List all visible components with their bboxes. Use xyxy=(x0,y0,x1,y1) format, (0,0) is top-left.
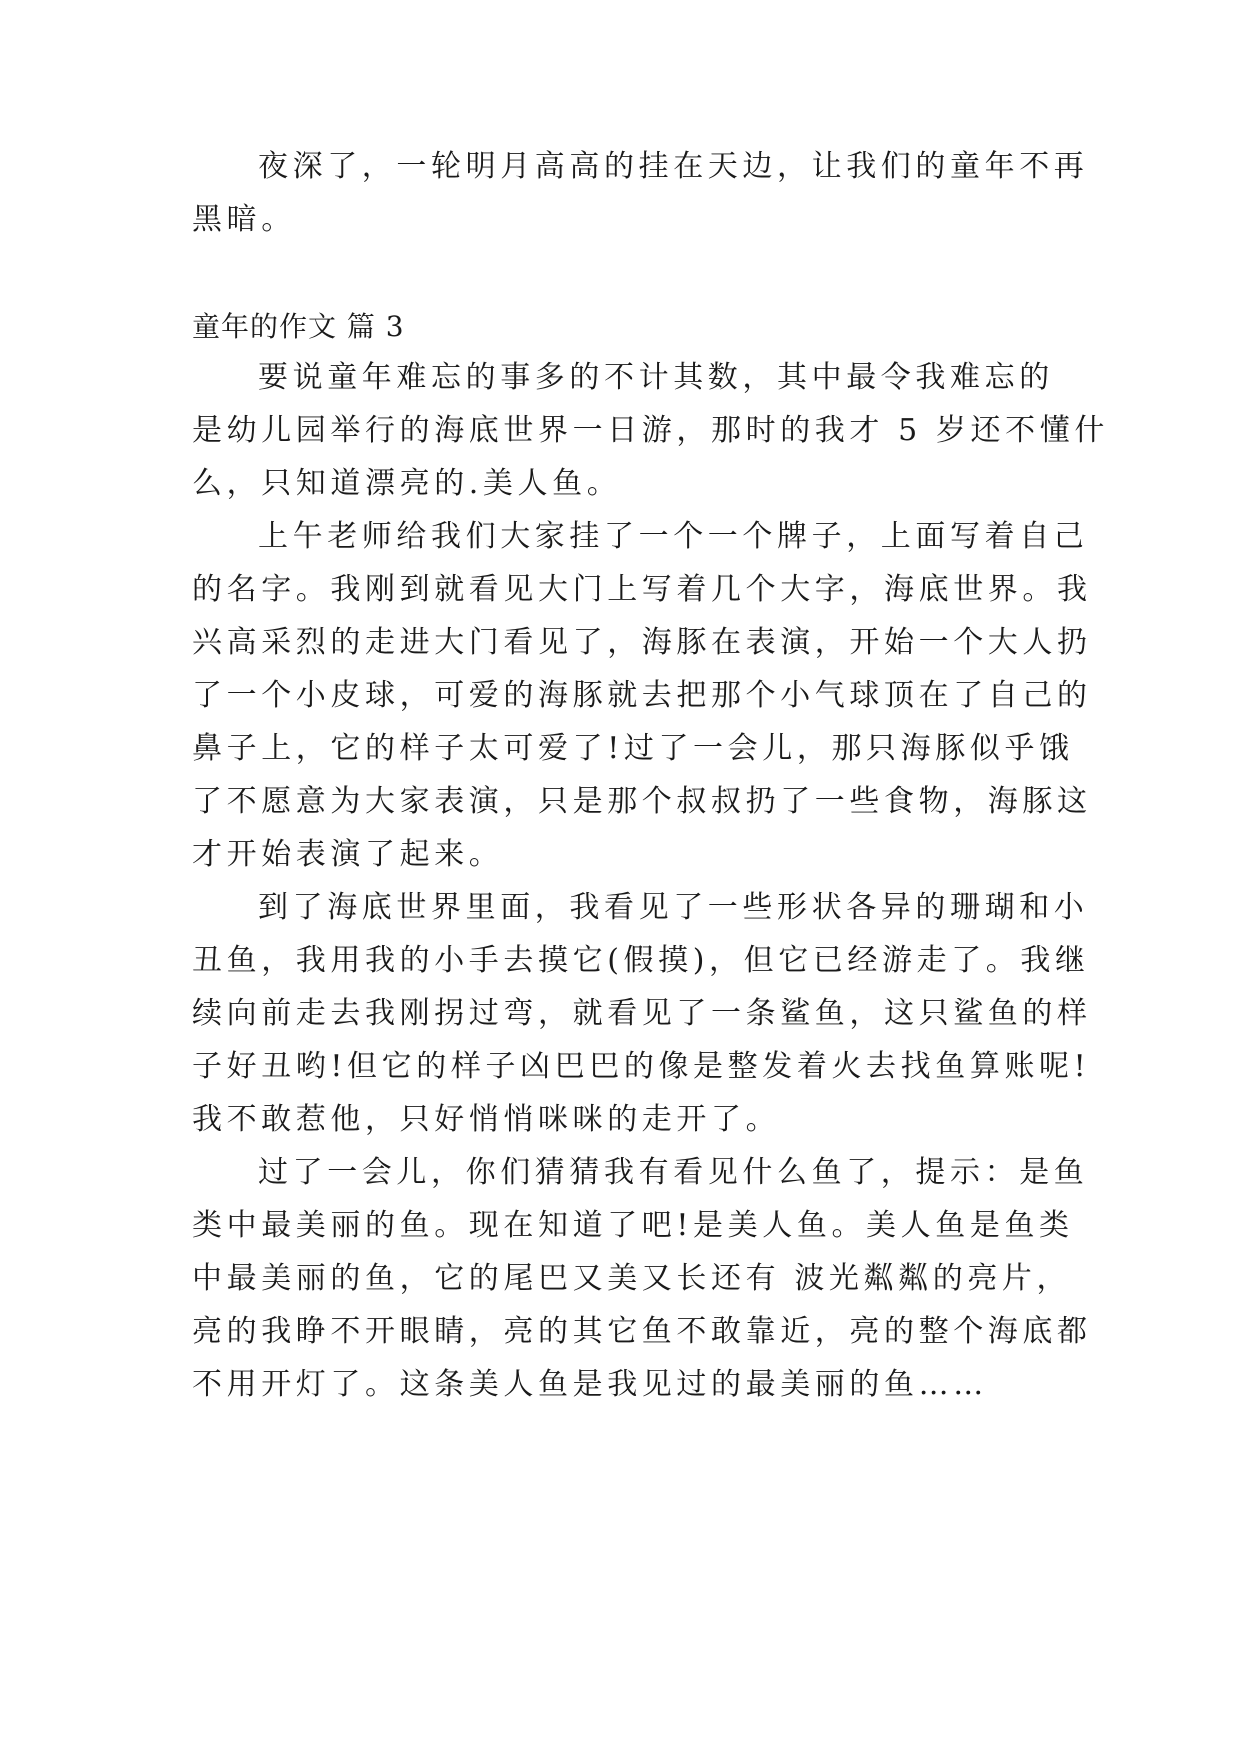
paragraph-2-line-4: 了一个小皮球，可爱的海豚就去把那个小气球顶在了自己的 xyxy=(192,678,1092,713)
paragraph-2-line-7: 才开始表演了起来。 xyxy=(192,837,504,872)
paragraph-4-line-3: 中最美丽的鱼，它的尾巴又美又长还有 波光粼粼的亮片， xyxy=(192,1261,1072,1296)
paragraph-2-line-3: 兴高采烈的走进大门看见了，海豚在表演，开始一个大人扔 xyxy=(192,625,1092,660)
paragraph-2-line-5: 鼻子上，它的样子太可爱了!过了一会儿，那只海豚似乎饿 xyxy=(192,731,1074,766)
paragraph-3-line-1: 到了海底世界里面，我看见了一些形状各异的珊瑚和小 xyxy=(258,890,1089,925)
paragraph-4-line-4: 亮的我睁不开眼睛，亮的其它鱼不敢靠近，亮的整个海底都 xyxy=(192,1314,1092,1349)
paragraph-1-line-2: 是幼儿园举行的海底世界一日游，那时的我才 5 岁还不懂什 xyxy=(192,413,1109,448)
paragraph-1-line-1: 要说童年难忘的事多的不计其数，其中最令我难忘的 xyxy=(258,360,1054,395)
paragraph-3-line-2: 丑鱼，我用我的小手去摸它(假摸)，但它已经游走了。我继 xyxy=(192,943,1090,978)
intro-line-1: 夜深了，一轮明月高高的挂在天边，让我们的童年不再 xyxy=(258,149,1089,184)
paragraph-4-line-1: 过了一会儿，你们猜猜我有看见什么鱼了，提示：是鱼 xyxy=(258,1155,1089,1190)
paragraph-4-line-5: 不用开灯了。这条美人鱼是我见过的最美丽的鱼…… xyxy=(192,1367,988,1402)
paragraph-4-line-2: 类中最美丽的鱼。现在知道了吧!是美人鱼。美人鱼是鱼类 xyxy=(192,1208,1074,1243)
paragraph-3-line-4: 子好丑哟!但它的样子凶巴巴的像是整发着火去找鱼算账呢! xyxy=(192,1049,1091,1084)
paragraph-3-line-5: 我不敢惹他，只好悄悄咪咪的走开了。 xyxy=(192,1102,781,1137)
paragraph-1-line-3: 么，只知道漂亮的.美人鱼。 xyxy=(192,466,622,501)
paragraph-2-line-1: 上午老师给我们大家挂了一个一个牌子，上面写着自己 xyxy=(258,519,1089,554)
section-heading: 童年的作文 篇 3 xyxy=(192,310,405,343)
paragraph-3-line-3: 续向前走去我刚拐过弯，就看见了一条鲨鱼，这只鲨鱼的样 xyxy=(192,996,1092,1031)
paragraph-2-line-6: 了不愿意为大家表演，只是那个叔叔扔了一些食物，海豚这 xyxy=(192,784,1092,819)
paragraph-2-line-2: 的名字。我刚到就看见大门上写着几个大字，海底世界。我 xyxy=(192,572,1092,607)
intro-line-2: 黑暗。 xyxy=(192,202,296,237)
